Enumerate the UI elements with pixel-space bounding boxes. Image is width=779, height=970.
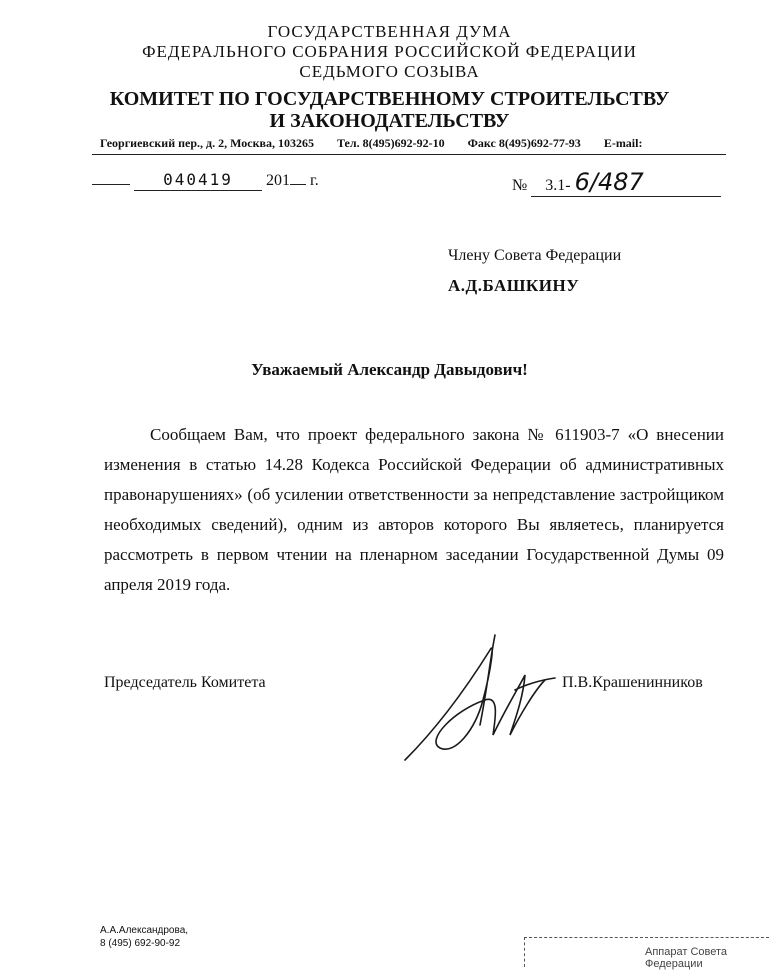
year-prefix: 201 [266,172,290,189]
phone: Тел. 8(495)692-92-10 [336,136,445,150]
contacts-line [100,136,740,151]
address: Георгиевский пер., д. 2, Москва, 103265 [100,136,314,150]
addressee-position: Члену Совета Федерации [448,247,622,264]
executor-info [100,924,188,950]
number-label: № [512,177,528,194]
letterhead-line-2: ФЕДЕРАЛЬНОГО СОБРАНИЯ РОССИЙСКОЙ ФЕДЕРАЦИИ [142,42,637,61]
signatory-title: Председатель Комитета [104,674,266,691]
date-stamp: 040419 [163,170,233,189]
letter-body: Сообщаем Вам, что проект федерального закона № 611903-7 «О внесении изменения в статью 14.28 Кодекса Российской Федерации об административных правонарушениях» (об усилении ответственности за непредставление застройщиком необходимых сведений), одним из авторов которого Вы являетесь, планируется рассмотреть в первом чтении на пленарном заседании Государственной Думы 09 апреля 2019 года. [104,425,724,594]
letterhead-line-1: ГОСУДАРСТВЕННАЯ ДУМА [267,22,512,41]
year-suffix: г. [310,172,319,189]
number-prefix: 3.1- [545,177,571,194]
executor-phone: 8 (495) 692-90-92 [100,938,181,949]
committee-line-1: КОМИТЕТ ПО ГОСУДАРСТВЕННОМУ СТРОИТЕЛЬСТВУ [109,88,670,110]
number-field [512,168,732,197]
addressee-name: А.Д.БАШКИНУ [448,276,580,295]
date-field [92,170,319,191]
signatory-name: П.В.Крашенинников [562,674,703,691]
fax: Факс 8(495)692-77-93 [467,136,581,150]
greeting: Уважаемый Александр Давыдович! [251,360,528,379]
email-label: E-mail: [603,136,643,150]
executor-name: А.А.Александрова, [100,925,189,936]
committee-line-2: И ЗАКОНОДАТЕЛЬСТВУ [269,110,510,132]
handwritten-signature [395,630,565,775]
letterhead-line-3: СЕДЬМОГО СОЗЫВА [299,62,480,81]
header-divider [92,154,726,155]
number-handwritten: 6/487 [574,168,644,196]
incoming-stamp: Аппарат Совета Федерации [524,937,769,967]
